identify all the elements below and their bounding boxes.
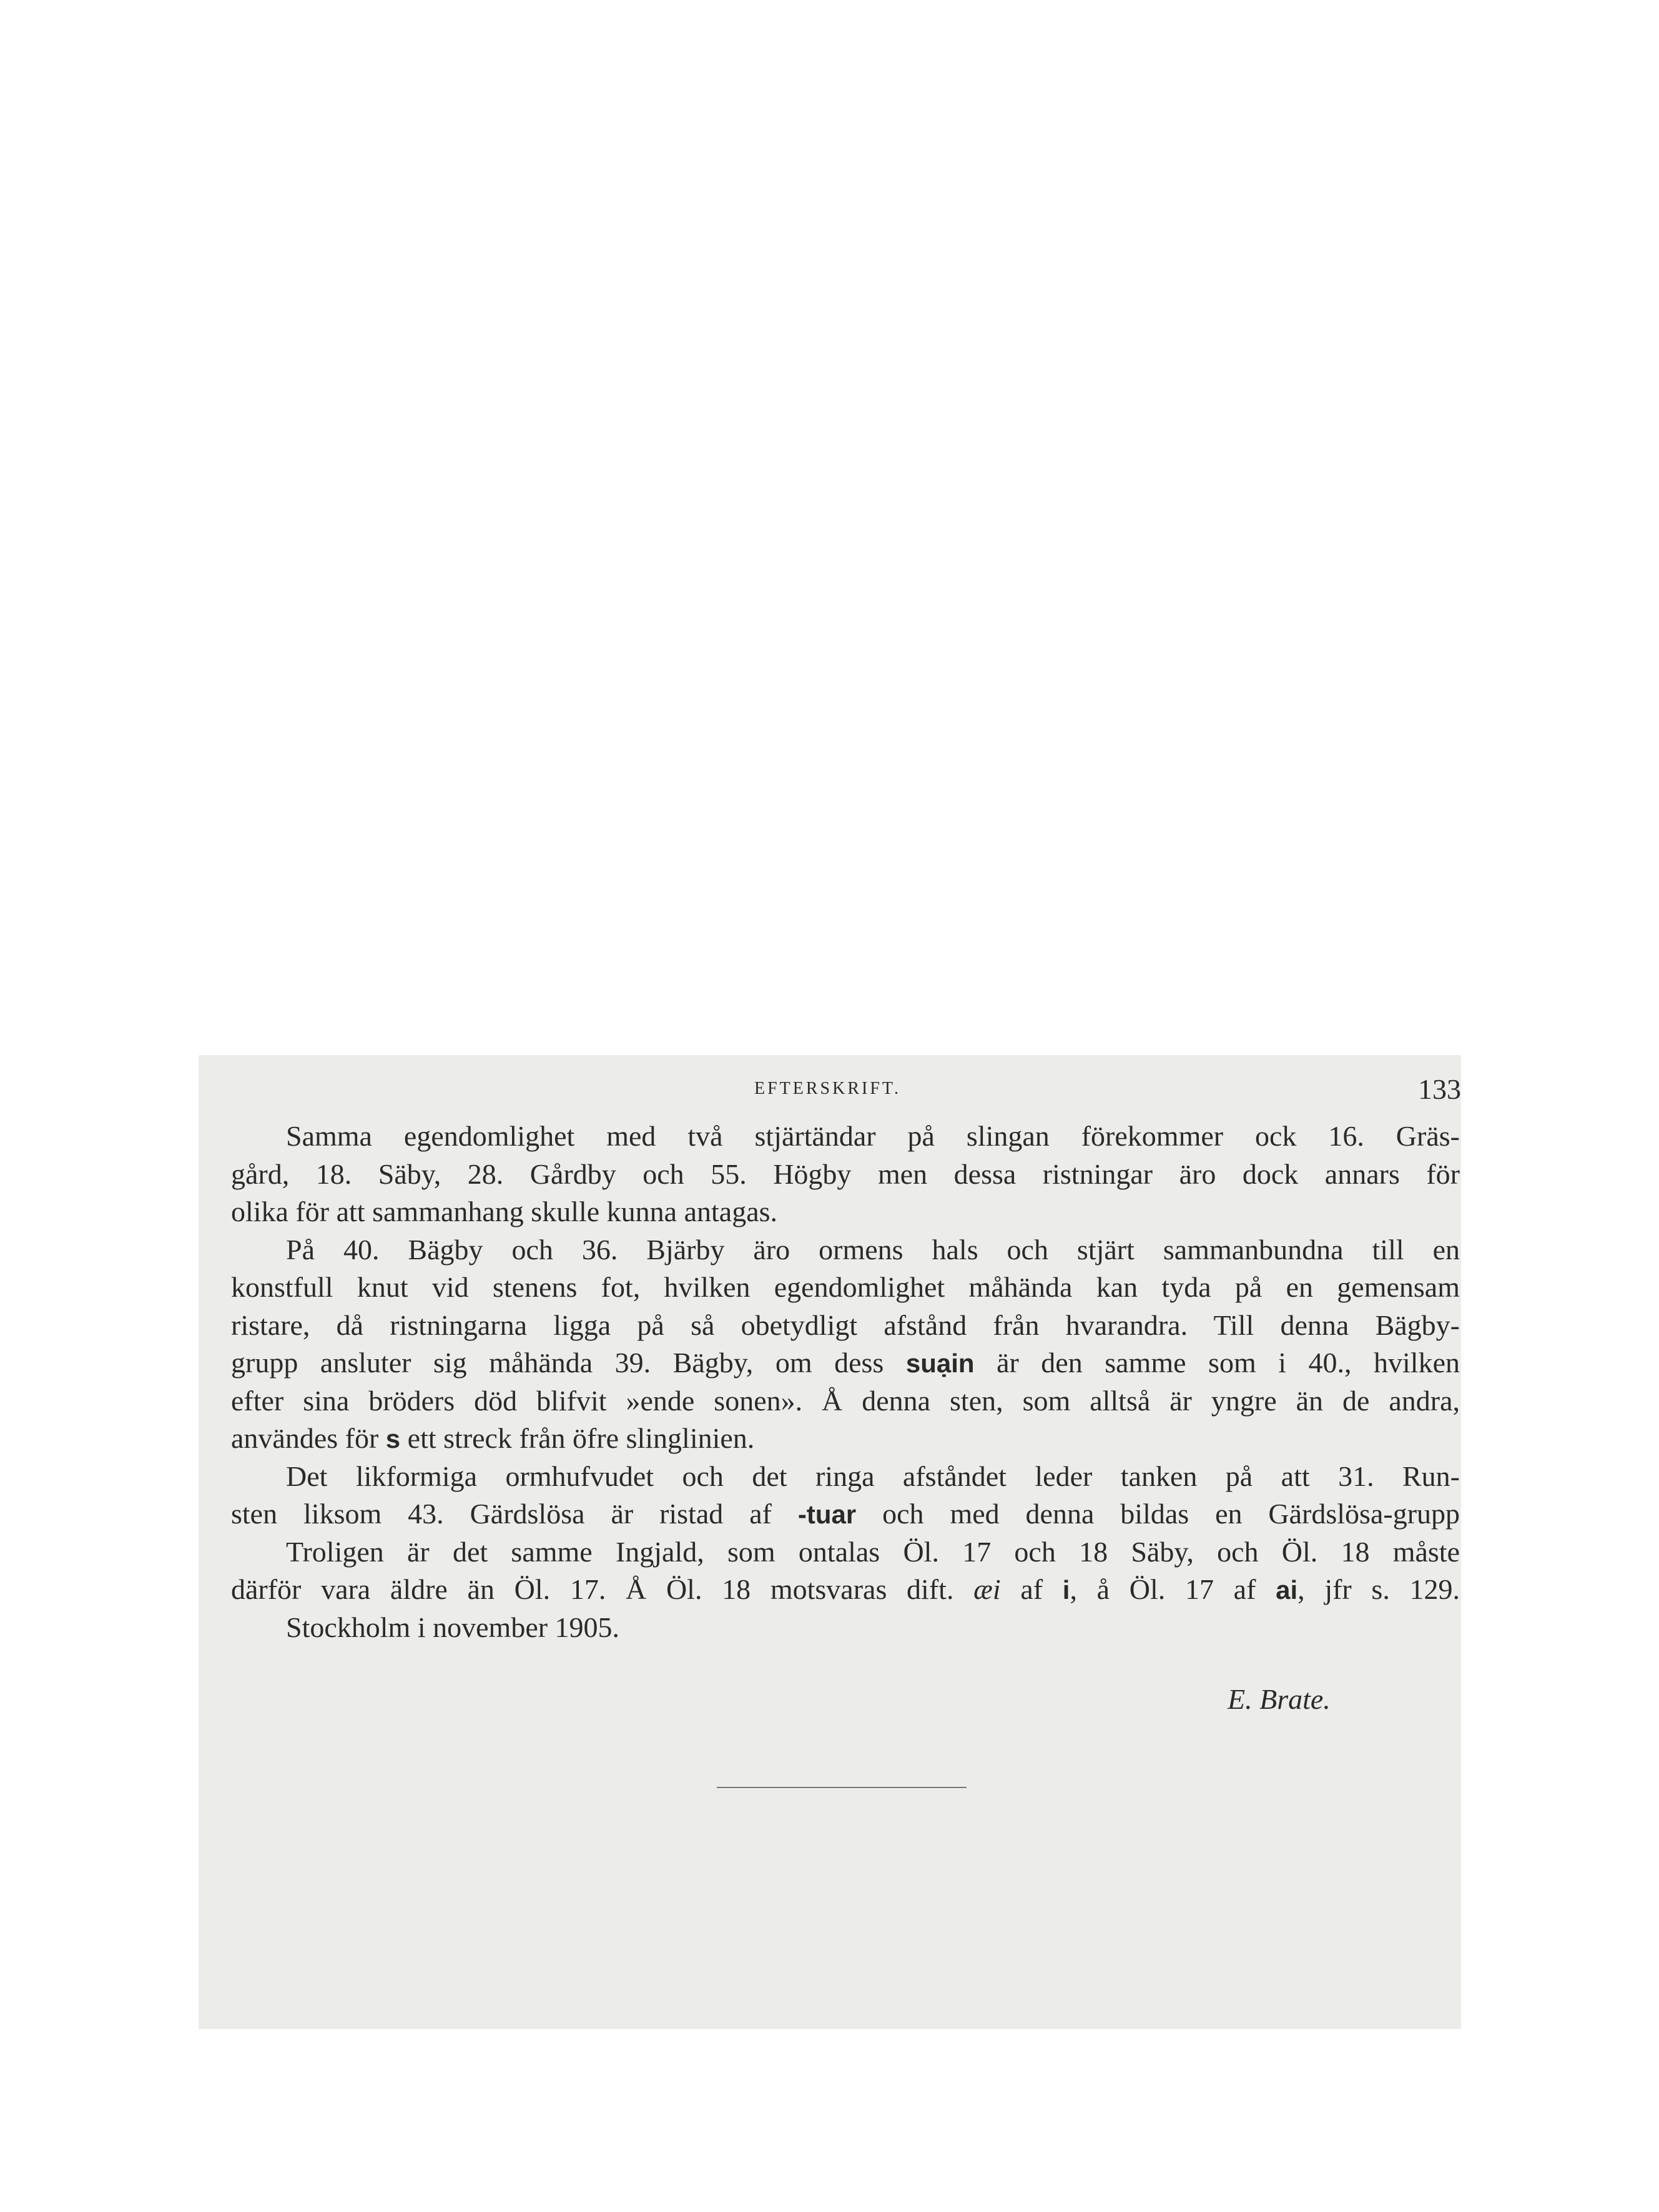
running-head: EFTERSKRIFT. [754,1079,901,1098]
text-line: Det likformiga ormhufvudet och det ringa afståndet leder tanken på att 31. Run- [286,1460,1460,1492]
text-line: På 40. Bägby och 36. Bjärby äro ormens hals och stjärt sammanbundna till en [286,1233,1460,1266]
text-line: gård, 18. Säby, 28. Gårdby och 55. Högby men dessa ristningar äro dock annars för [231,1158,1460,1190]
signature: E. Brate. [1228,1683,1331,1715]
italic-form: æi [973,1573,1001,1605]
text-line: användes för s ett streck från öfre slinglinien. [231,1422,755,1454]
horizontal-rule [717,1787,967,1788]
scanned-page [199,1055,1461,2029]
runic-transliteration: ai [1276,1575,1298,1605]
runic-transliteration: -tuar [797,1500,857,1529]
text-line: efter sina bröders död blifvit »ende sonen». Å denna sten, som alltså är yngre än de andra, [231,1384,1460,1417]
runic-transliteration: s [385,1424,401,1453]
text-line: konstfull knut vid stenens fot, hvilken egendomlighet måhända kan tyda på en gemensam [231,1271,1460,1303]
runic-transliteration: i [1062,1575,1070,1605]
runic-transliteration: suạin [905,1349,975,1378]
text-line: Troligen är det samme Ingjald, som ontalas Öl. 17 och 18 Säby, och Öl. 18 måste [286,1535,1460,1568]
page-header [199,1073,1461,1115]
text-line: olika för att sammanhang skulle kunna antagas. [231,1196,778,1227]
body-text [231,1118,1460,1646]
text-line: sten liksom 43. Gärdslösa är ristad af -tuar och med denna bildas en Gärdslösa-grupp [231,1498,1460,1530]
text-line: Samma egendomlighet med två stjärtändar på slingan förekommer ock 16. Gräs- [286,1120,1460,1152]
page-number: 133 [1418,1073,1461,1105]
text-line: ristare, då ristningarna ligga på så obetydligt afstånd från hvarandra. Till denna Bägby- [231,1309,1460,1341]
text-line: därför vara äldre än Öl. 17. Å Öl. 18 motsvaras dift. æi af i, å Öl. 17 af ai, jfr s. 129. [231,1573,1460,1605]
text-line: grupp ansluter sig måhända 39. Bägby, om dess suạin är den samme som i 40., hvilken [231,1347,1460,1379]
dateline: Stockholm i november 1905. [286,1611,620,1643]
